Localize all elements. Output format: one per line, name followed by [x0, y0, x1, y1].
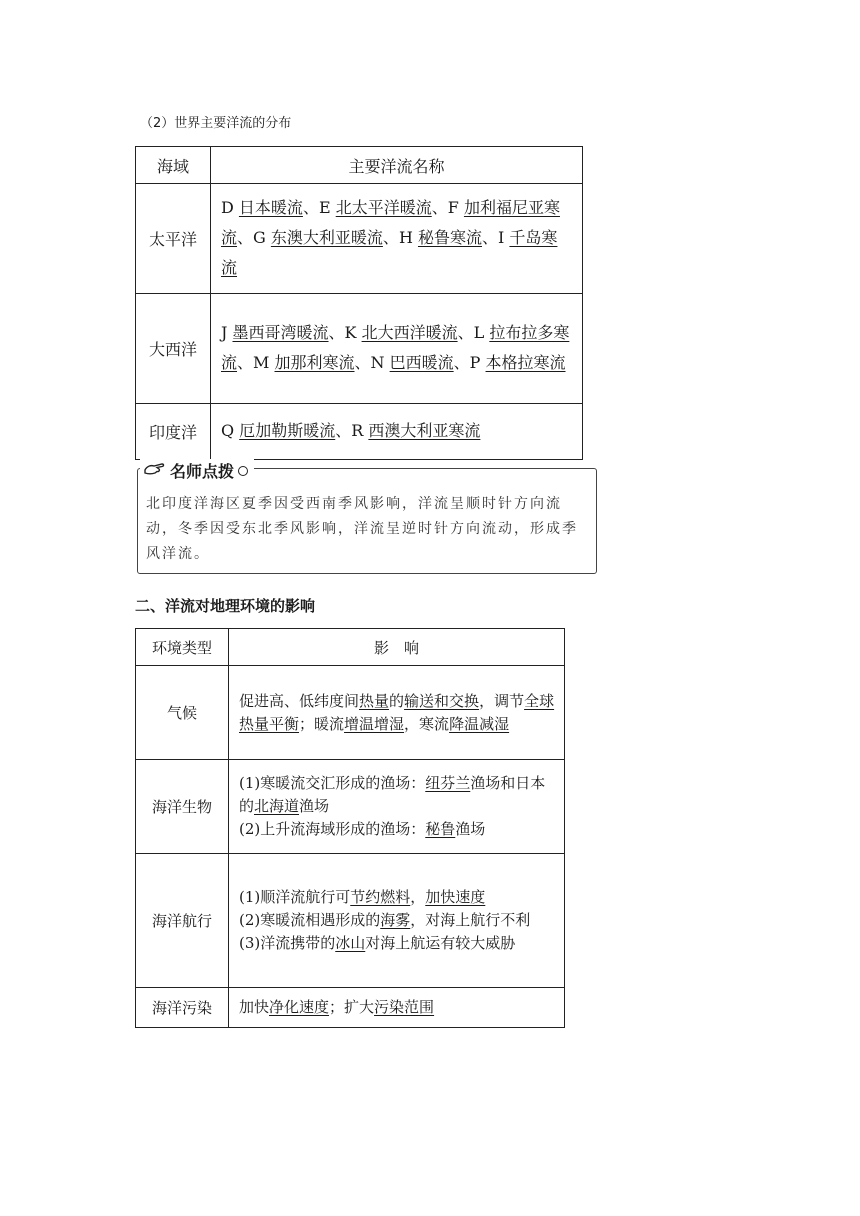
text-segment: ；扩大 — [329, 998, 375, 1016]
current-name: 厄加勒斯暖流 — [239, 421, 336, 440]
influence-line — [239, 690, 556, 736]
text-segment: ，对海上航行不利 — [410, 911, 531, 929]
current-name: 墨西哥湾暖流 — [232, 323, 329, 342]
header-influence: 影 响 — [229, 629, 565, 666]
influence-cell — [229, 666, 565, 760]
table-row — [136, 404, 583, 460]
separator: 、 — [237, 228, 254, 247]
separator: 、 — [335, 421, 352, 440]
section2-title: 二、洋流对地理环境的影响 — [135, 597, 316, 615]
current-letter: N — [370, 353, 390, 372]
influence-line — [239, 772, 556, 818]
header-ocean: 海域 — [136, 147, 211, 184]
ocean-currents-table — [135, 146, 583, 460]
separator: 、 — [328, 323, 345, 342]
influence-cell — [229, 760, 565, 854]
ocean-name: 太平洋 — [136, 184, 211, 294]
key-term: 增温增湿 — [344, 714, 405, 733]
separator: 、 — [237, 353, 254, 372]
currents-cell — [211, 184, 583, 294]
key-term: 热量 — [359, 691, 390, 710]
current-name: 加利福尼亚寒流 — [221, 198, 560, 247]
influence-line — [239, 818, 556, 841]
ocean-name: 印度洋 — [136, 404, 211, 460]
section1-title: （2）世界主要洋流的分布 — [140, 116, 292, 131]
env-type: 海洋生物 — [136, 760, 229, 854]
current-letter: F — [447, 198, 464, 217]
text-segment: (2)上升流海域形成的渔场： — [239, 820, 426, 838]
table-header-row — [136, 147, 583, 184]
current-letter: J — [221, 323, 233, 342]
table-row — [136, 294, 583, 404]
current-name: 东澳大利亚暖流 — [270, 228, 383, 247]
text-segment: ；暖流 — [299, 714, 345, 733]
separator: 、 — [482, 228, 499, 247]
text-segment: 加快 — [239, 998, 270, 1016]
separator: 、 — [431, 198, 448, 217]
key-term: 净化速度 — [269, 998, 330, 1016]
table-row — [136, 854, 565, 988]
table-row — [136, 184, 583, 294]
key-term: 冰山 — [335, 934, 366, 952]
text-segment: (3)洋流携带的 — [239, 934, 336, 952]
ocean-influence-table — [135, 628, 565, 1028]
text-segment: (1)顺洋流航行可 — [239, 888, 351, 906]
key-term: 全球热量平衡 — [239, 691, 555, 733]
current-name: 巴西暖流 — [389, 353, 454, 372]
separator: 、 — [354, 353, 371, 372]
influence-line — [239, 909, 556, 932]
key-term: 污染范围 — [374, 998, 435, 1016]
current-letter: D — [221, 198, 239, 217]
current-letter: Q — [221, 421, 240, 440]
table-header-row — [136, 629, 565, 666]
current-letter: L — [473, 323, 490, 342]
current-name: 千岛寒流 — [221, 228, 558, 277]
separator: 、 — [453, 353, 470, 372]
influence-line — [239, 886, 556, 909]
text-segment: (2)寒暖流相遇形成的 — [239, 911, 381, 929]
text-segment: 的 — [389, 691, 405, 710]
text-segment: 渔场 — [299, 797, 330, 815]
env-type: 海洋污染 — [136, 988, 229, 1028]
current-name: 秘鲁寒流 — [417, 228, 482, 247]
env-type: 气候 — [136, 666, 229, 760]
influence-line — [239, 932, 556, 955]
current-name: 加那利寒流 — [274, 353, 355, 372]
tip-title: 名师点拨 — [170, 462, 235, 481]
tip-header — [140, 459, 254, 482]
tip-text: 北印度洋海区夏季因受西南季风影响，洋流呈顺时针方向流动，冬季因受东北季风影响，洋流呈逆时针方向流动，形成季风洋流。 — [146, 496, 578, 562]
current-letter: H — [398, 228, 418, 247]
currents-cell — [211, 404, 583, 460]
key-term: 北海道 — [254, 797, 300, 815]
current-name: 本格拉寒流 — [485, 353, 566, 372]
key-term: 输送和交换 — [404, 691, 480, 710]
text-segment: 对海上航运有较大威胁 — [365, 934, 516, 952]
header-currents: 主要洋流名称 — [211, 147, 583, 184]
current-letter: G — [253, 228, 271, 247]
text-segment: ，调节 — [479, 691, 525, 710]
key-term: 节约燃料 — [350, 888, 411, 906]
table-row — [136, 988, 565, 1028]
text-segment: 渔场 — [455, 820, 486, 838]
current-name: 日本暖流 — [238, 198, 303, 217]
separator: 、 — [382, 228, 399, 247]
text-segment: (1)寒暖流交汇形成的渔场： — [239, 774, 426, 792]
influence-line — [239, 996, 556, 1019]
table-row — [136, 666, 565, 760]
key-term: 降温减湿 — [449, 714, 510, 733]
table-row — [136, 760, 565, 854]
circle-icon — [238, 466, 248, 476]
env-type: 海洋航行 — [136, 854, 229, 988]
current-letter: K — [344, 323, 362, 342]
text-segment: ， — [410, 888, 426, 906]
current-name: 拉布拉多寒流 — [221, 323, 570, 372]
current-letter: E — [318, 198, 336, 217]
current-letter: R — [351, 421, 369, 440]
text-segment: 促进高、低纬度间 — [239, 691, 360, 710]
key-term: 纽芬兰 — [425, 774, 471, 792]
current-name: 西澳大利亚寒流 — [368, 421, 481, 440]
current-letter: P — [469, 353, 486, 372]
ocean-name: 大西洋 — [136, 294, 211, 404]
influence-cell — [229, 854, 565, 988]
pointing-hand-icon — [144, 461, 166, 481]
currents-cell — [211, 294, 583, 404]
key-term: 加快速度 — [425, 888, 486, 906]
separator: 、 — [302, 198, 319, 217]
text-segment: ，寒流 — [404, 714, 450, 733]
current-letter: M — [253, 353, 275, 372]
header-type: 环境类型 — [136, 629, 229, 666]
current-name: 北太平洋暖流 — [335, 198, 432, 217]
key-term: 海雾 — [380, 911, 411, 929]
current-name: 北大西洋暖流 — [361, 323, 458, 342]
influence-cell — [229, 988, 565, 1028]
text-segment: 渔场和日本的 — [239, 774, 546, 815]
key-term: 秘鲁 — [425, 820, 456, 838]
current-letter: I — [498, 228, 510, 247]
separator: 、 — [457, 323, 474, 342]
